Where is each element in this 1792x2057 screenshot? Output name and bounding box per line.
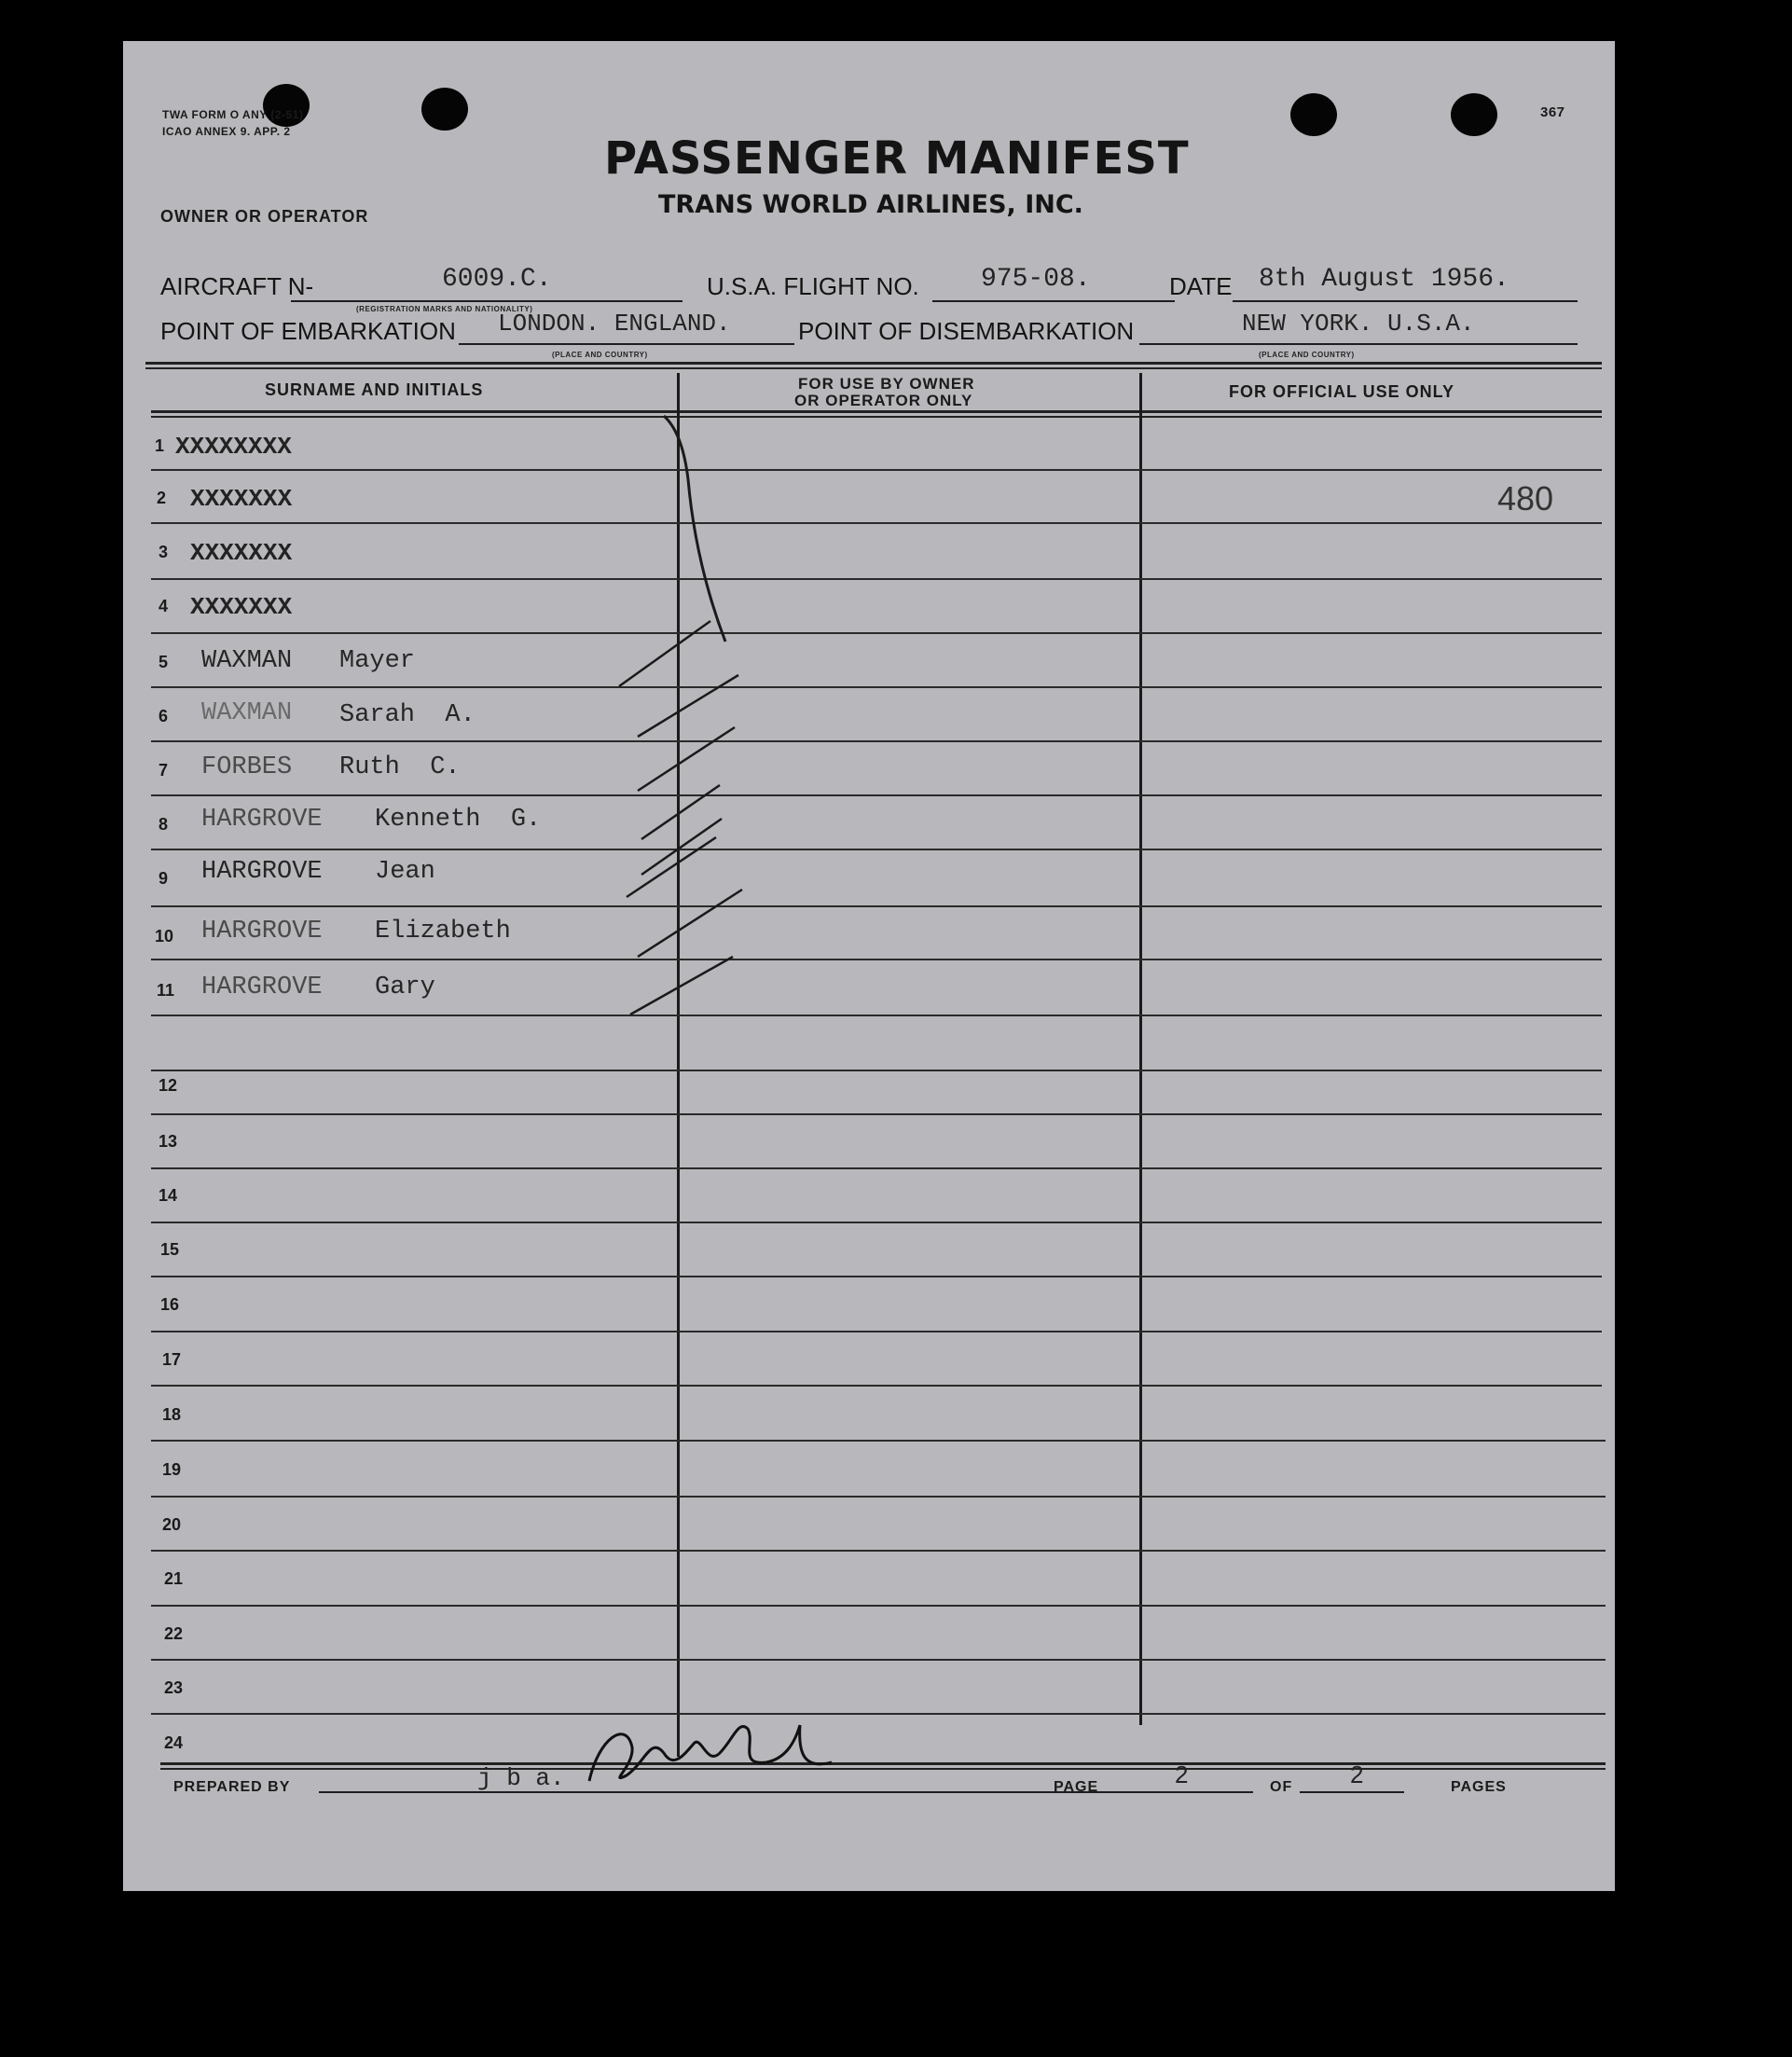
disembarkation-label: POINT OF DISEMBARKATION [798, 317, 1135, 345]
aircraft-caption: (REGISTRATION MARKS AND NATIONALITY) [356, 305, 533, 313]
passenger-given-name: Kenneth G. [375, 806, 542, 834]
row-number: 14 [159, 1186, 178, 1205]
airline-name: TRANS WORLD AIRLINES, INC. [658, 190, 1083, 219]
passenger-surname: HARGROVE [201, 858, 323, 886]
column-official: FOR OFFICIAL USE ONLY [1229, 382, 1455, 401]
row-number: 9 [159, 869, 169, 888]
row-number: 24 [164, 1733, 184, 1752]
row-number: 7 [159, 761, 169, 780]
page-label: PAGE [1054, 1779, 1099, 1795]
manifest-sheet [123, 41, 1615, 1891]
row-number: 11 [157, 981, 175, 1000]
row-number: 16 [160, 1295, 180, 1314]
embarkation-caption: (PLACE AND COUNTRY) [552, 351, 648, 359]
struck-name: XXXXXXX [190, 539, 293, 567]
check-stroke [641, 819, 722, 875]
row-number: 10 [155, 927, 174, 946]
passenger-surname: HARGROVE [201, 806, 323, 834]
check-stroke [638, 890, 742, 957]
row-number: 13 [159, 1132, 178, 1151]
row-number: 6 [159, 707, 169, 725]
aircraft-label: AIRCRAFT N- [160, 272, 314, 300]
column-surname: SURNAME AND INITIALS [265, 380, 484, 399]
row-number: 15 [160, 1240, 180, 1259]
row-number: 3 [159, 543, 169, 561]
row-number: 12 [159, 1076, 178, 1095]
row-number: 4 [159, 597, 169, 615]
date-value: 8th August 1956. [1259, 265, 1509, 294]
disembarkation-value: NEW YORK. U.S.A. [1242, 310, 1475, 338]
page-title: PASSENGER MANIFEST [604, 132, 1190, 185]
passenger-given-name: Elizabeth [375, 918, 511, 946]
official-number: 480 [1497, 479, 1554, 518]
row-number: 22 [164, 1624, 184, 1643]
row-number: 2 [157, 489, 167, 507]
handwritten-marks [123, 41, 1615, 1891]
passenger-surname: WAXMAN [201, 647, 293, 675]
embarkation-value: LONDON. ENGLAND. [498, 310, 731, 338]
struck-name: XXXXXXXX [175, 433, 292, 461]
check-stroke [638, 727, 735, 791]
passenger-given-name: Gary [375, 973, 435, 1001]
check-stroke [641, 785, 720, 839]
date-label: DATE [1169, 272, 1233, 300]
signature [589, 1725, 832, 1781]
aircraft-value: 6009.C. [442, 265, 552, 294]
passenger-given-name: Jean [375, 858, 435, 886]
row-number: 23 [164, 1678, 184, 1697]
of-value: 2 [1350, 1760, 1364, 1788]
passenger-surname: WAXMAN [201, 699, 293, 727]
check-stroke [627, 837, 716, 897]
check-stroke [619, 621, 710, 686]
passenger-surname: HARGROVE [201, 973, 323, 1001]
column-owner-use-2: OR OPERATOR ONLY [794, 392, 973, 409]
flight-value: 975-08. [981, 265, 1091, 294]
row-number: 8 [159, 815, 169, 834]
row-number: 18 [162, 1405, 182, 1424]
embarkation-label: POINT OF EMBARKATION [160, 317, 456, 345]
prepared-by-value: j b a. [477, 1764, 565, 1792]
form-code-line2: ICAO ANNEX 9. APP. 2 [162, 125, 291, 138]
form-code-line1: TWA FORM O ANY (2-51) [162, 108, 304, 121]
row-number: 5 [159, 653, 169, 671]
page-value: 2 [1175, 1760, 1189, 1788]
row-number: 20 [162, 1515, 182, 1534]
passenger-surname: HARGROVE [201, 918, 323, 946]
check-stroke [638, 675, 738, 737]
struck-name: XXXXXXX [190, 485, 293, 513]
of-label: OF [1270, 1779, 1293, 1795]
prepared-by-label: PREPARED BY [173, 1779, 291, 1795]
document-number: 367 [1540, 104, 1565, 120]
row-number: 21 [164, 1569, 184, 1588]
struck-name: XXXXXXX [190, 593, 293, 621]
passenger-given-name: Ruth C. [339, 753, 461, 781]
check-stroke [630, 957, 733, 1015]
row-number: 1 [155, 436, 165, 455]
disembarkation-caption: (PLACE AND COUNTRY) [1259, 351, 1355, 359]
row-number: 17 [162, 1350, 182, 1369]
owner-label: OWNER OR OPERATOR [160, 207, 369, 226]
row-number: 19 [162, 1460, 182, 1479]
passenger-surname: FORBES [201, 753, 293, 781]
pages-label: PAGES [1451, 1779, 1507, 1795]
passenger-given-name: Sarah A. [339, 701, 476, 729]
flight-label: U.S.A. FLIGHT NO. [707, 272, 919, 300]
passenger-given-name: Mayer [339, 647, 416, 675]
column-owner-use-1: FOR USE BY OWNER [798, 375, 975, 393]
bracket-stroke [664, 416, 725, 642]
